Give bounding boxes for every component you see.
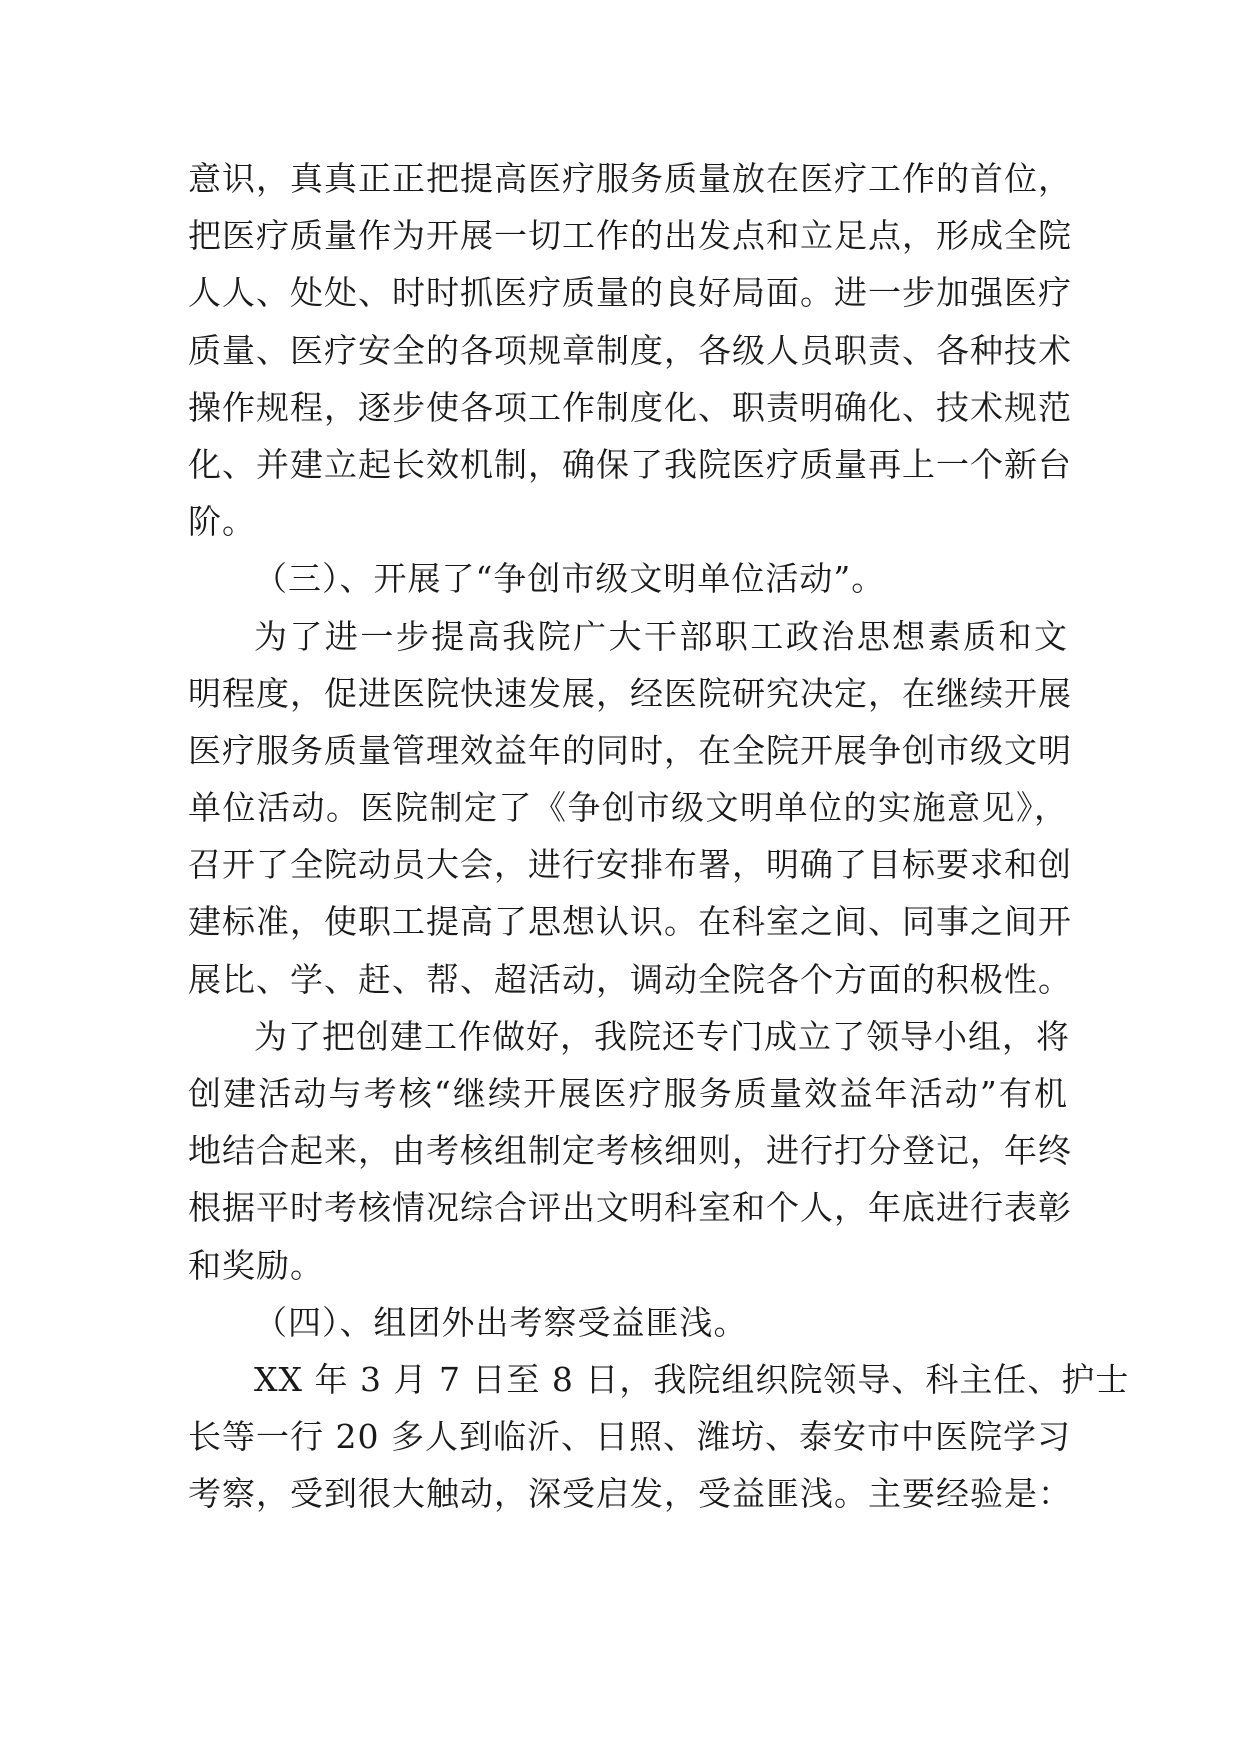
text-line: XX 年 3 月 7 日至 8 日，我院组织院领导、科主任、护士 xyxy=(254,1359,1130,1399)
text-line: （三）、开展了“争创市级文明单位活动”。 xyxy=(254,559,886,599)
text-line: 展比、学、赶、帮、超活动，调动全院各个方面的积极性。 xyxy=(188,959,1072,999)
text-line: 意识，真真正正把提高医疗服务质量放在医疗工作的首位， xyxy=(188,159,1072,198)
text-line: 医疗服务质量管理效益年的同时，在全院开展争创市级文明 xyxy=(188,730,1072,770)
text-line: 为了进一步提高我院广大干部职工政治思想素质和文 xyxy=(254,616,1068,656)
text-line: （四）、组团外出考察受益匪浅。 xyxy=(254,1302,748,1342)
text-line: 为了把创建工作做好，我院还专门成立了领导小组，将 xyxy=(254,1016,1070,1056)
text-line: 和奖励。 xyxy=(188,1245,324,1285)
text-line: 明程度，促进医院快速发展，经医院研究决定，在继续开展 xyxy=(188,673,1072,713)
text-line: 化、并建立起长效机制，确保了我院医疗质量再上一个新台 xyxy=(188,444,1072,484)
text-line: 阶。 xyxy=(188,502,256,542)
text-line: 长等一行 20 多人到临沂、日照、潍坊、泰安市中医院学习 xyxy=(188,1417,1071,1457)
text-line: 人人、处处、时时抓医疗质量的良好局面。进一步加强医疗 xyxy=(188,273,1072,313)
text-line: 考察，受到很大触动，深受启发，受益匪浅。主要经验是： xyxy=(188,1474,1072,1514)
text-line: 把医疗质量作为开展一切工作的出发点和立足点，形成全院 xyxy=(188,216,1072,256)
text-line: 召开了全院动员大会，进行安排布署，明确了目标要求和创 xyxy=(188,845,1072,885)
text-line: 地结合起来，由考核组制定考核细则，进行打分登记，年终 xyxy=(188,1131,1072,1171)
text-line: 根据平时考核情况综合评出文明科室和个人，年底进行表彰 xyxy=(188,1188,1072,1228)
document-body xyxy=(188,150,1130,1523)
text-line: 创建活动与考核“继续开展医疗服务质量效益年活动”有机 xyxy=(188,1074,1068,1113)
text-line: 单位活动。医院制定了《争创市级文明单位的实施意见》， xyxy=(188,788,1068,828)
text-line: 建标准，使职工提高了思想认识。在科室之间、同事之间开 xyxy=(188,902,1072,942)
text-line: 操作规程，逐步使各项工作制度化、职责明确化、技术规范 xyxy=(188,387,1072,427)
text-line: 质量、医疗安全的各项规章制度，各级人员职责、各种技术 xyxy=(188,330,1072,370)
